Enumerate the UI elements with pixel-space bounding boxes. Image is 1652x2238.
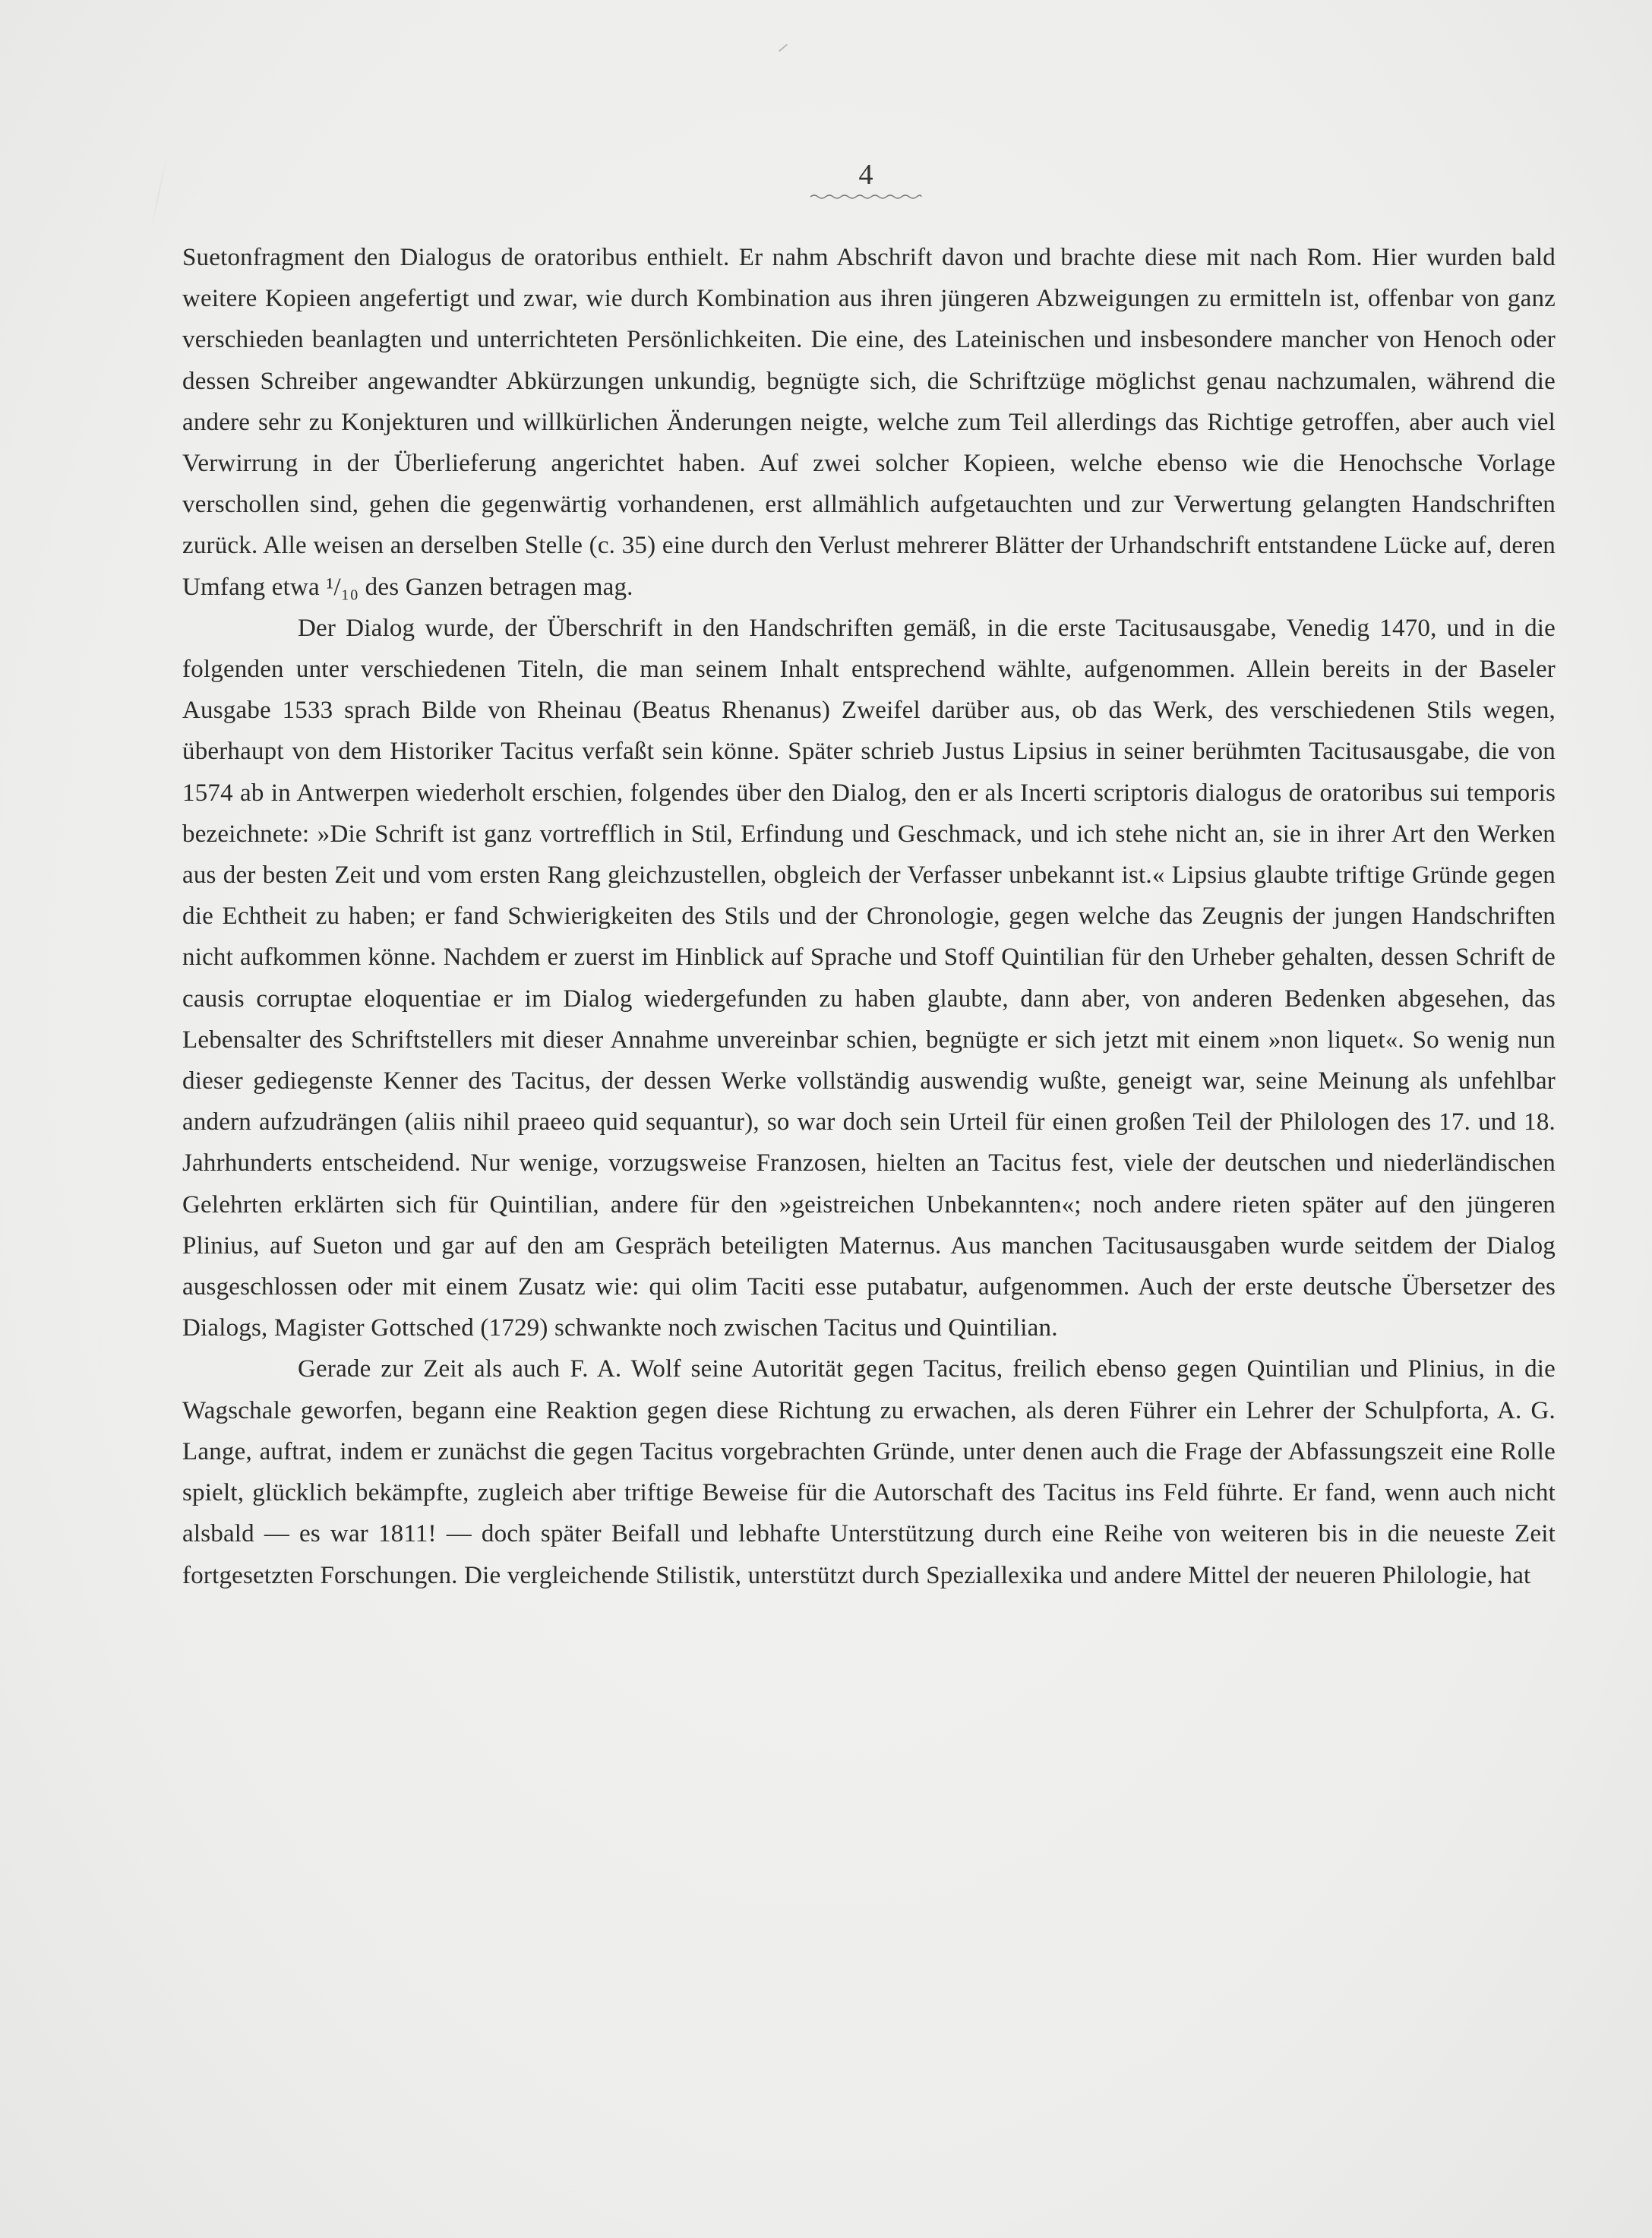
page-number: 4 bbox=[858, 159, 873, 191]
page-header bbox=[805, 158, 927, 201]
paragraph-1: Suetonfragment den Dialogus de oratoribus enthielt. Er nahm Abschrift davon und brachte diese mit nach Rom. Hier wurden bald weitere Kopieen angefertigt und zwar, wie durch Kombination aus ihren jüngeren Abzweigungen zu ermitteln ist, offenbar von ganz verschieden beanlagten und unterrichteten Persönlichkeiten. Die eine, des Lateinischen und insbesondere mancher von Henoch oder dessen Schreiber angewandter Abkürzungen unkundig, begnügte sich, die Schriftzüge möglichst genau nachzumalen, während die andere sehr zu Konjekturen und willkürlichen Änderungen neigte, welche zum Teil allerdings das Richtige getroffen, aber auch viel Verwirrung in der Überlieferung angerichtet haben. Auf zwei solcher Kopieen, welche ebenso wie die Henochsche Vorlage verschollen sind, gehen die gegenwärtig vorhandenen, erst allmählich aufgetauchten und zur Verwertung gelangten Handschriften zurück. Alle weisen an derselben Stelle (c. 35) eine durch den Verlust mehrerer Blätter der Urhandschrift entstandene Lücke auf, deren Umfang etwa ¹/₁₀ des Ganzen betragen mag. bbox=[182, 244, 1556, 601]
body-text bbox=[182, 237, 1556, 1596]
scan-speck bbox=[779, 44, 788, 52]
wavy-underline-icon bbox=[809, 193, 923, 201]
scan-shadow bbox=[151, 160, 167, 227]
paragraph-2: Der Dialog wurde, der Überschrift in den Handschriften gemäß, in die erste Tacitusausgabe, Venedig 1470, und in die folgenden unter verschiedenen Titeln, die man seinem Inhalt entsprechend wählte, aufgenommen. Allein bereits in der Baseler Ausgabe 1533 sprach Bilde von Rheinau (Beatus Rhenanus) Zweifel darüber aus, ob das Werk, des verschiedenen Stils wegen, überhaupt von dem Historiker Tacitus verfaßt sein könne. Später schrieb Justus Lipsius in seiner berühmten Tacitusausgabe, die von 1574 ab in Antwerpen wiederholt erschien, folgendes über den Dialog, den er als Incerti scriptoris dialogus de oratoribus sui temporis bezeichnete: »Die Schrift ist ganz vortrefflich in Stil, Erfindung und Geschmack, und ich stehe nicht an, sie in ihrer Art den Werken aus der besten Zeit und vom ersten Rang gleichzustellen, obgleich der Verfasser unbekannt ist.« Lipsius glaubte triftige Gründe gegen die Echtheit zu haben; er fand Schwierigkeiten des Stils und der Chronologie, gegen welche das Zeugnis der jungen Handschriften nicht aufkommen könne. Nachdem er zuerst im Hinblick auf Sprache und Stoff Quintilian für den Urheber gehalten, dessen Schrift de causis corruptae eloquentiae er im Dialog wiedergefunden zu haben glaubte, dann aber, von anderen Bedenken abgesehen, das Lebensalter des Schriftstellers mit dieser Annahme unvereinbar schien, begnügte er sich jetzt mit einem »non liquet«. So wenig nun dieser gediegenste Kenner des Tacitus, der dessen Werke vollständig auswendig wußte, geneigt war, seine Meinung als unfehlbar andern aufzudrängen (aliis nihil praeeo quid sequantur), so war doch sein Urteil für einen großen Teil der Philologen des 17. und 18. Jahrhunderts entscheidend. Nur wenige, vorzugsweise Franzosen, hielten an Tacitus fest, viele der deutschen und niederländischen Gelehrten erklärten sich für Quintilian, andere für den »geistreichen Unbekannten«; noch andere rieten später auf den jüngeren Plinius, auf Sueton und gar auf den am Gespräch beteiligten Maternus. Aus manchen Tacitusausgaben wurde seitdem der Dialog ausgeschlossen oder mit einem Zusatz wie: qui olim Taciti esse putabatur, aufgenommen. Auch der erste deutsche Übersetzer des Dialogs, Magister Gottsched (1729) schwankte noch zwischen Tacitus und Quintilian. bbox=[182, 614, 1556, 1342]
paragraph-3: Gerade zur Zeit als auch F. A. Wolf seine Autorität gegen Tacitus, freilich ebenso gegen Quintilian und Plinius, in die Wagschale geworfen, begann eine Reaktion gegen diese Richtung zu erwachen, als deren Führer ein Lehrer der Schulpforta, A. G. Lange, auftrat, indem er zunächst die gegen Tacitus vorgebrachten Gründe, unter denen auch die Frage der Abfassungszeit eine Rolle spielt, glücklich bekämpfte, zugleich aber triftige Beweise für die Autorschaft des Tacitus ins Feld führte. Er fand, wenn auch nicht alsbald — es war 1811! — doch später Beifall und lebhafte Unterstützung durch eine Reihe von weiteren bis in die neueste Zeit fortgesetzten Forschungen. Die vergleichende Stilistik, unterstützt durch Speziallexika und andere Mittel der neueren Philologie, hat bbox=[182, 1355, 1556, 1589]
